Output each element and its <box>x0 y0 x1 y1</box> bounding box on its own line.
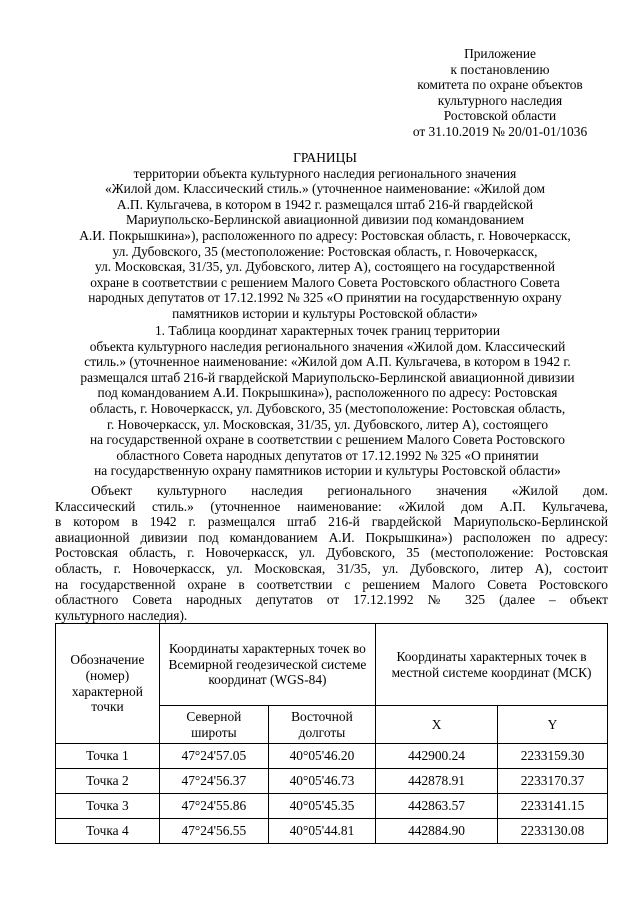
title-line: «Жилой дом. Классический стиль.» (уточненное наименование: «Жилой дом <box>104 181 546 197</box>
cell-north: 47°24'56.37 <box>159 769 268 794</box>
table-caption <box>55 323 600 479</box>
header-north: Северной широты <box>159 706 268 744</box>
cell-east: 40°05'44.81 <box>268 819 375 844</box>
cell-east: 40°05'46.20 <box>268 744 375 769</box>
appendix-block <box>380 46 620 140</box>
header-y: Y <box>498 706 608 744</box>
appendix-line: от 31.10.2019 № 20/01-01/1036 <box>412 123 588 139</box>
title-line: территории объекта культурного наследия регионального значения <box>133 165 517 181</box>
paragraph-line: областного Совета народных депутатов от 17.12.1992 № 325 (далее – объект <box>55 592 608 608</box>
title-line: народных депутатов от 17.12.1992 № 325 «О принятии на государственную охрану <box>88 290 562 306</box>
title-heading: ГРАНИЦЫ <box>293 150 357 165</box>
body-paragraph <box>55 483 608 623</box>
appendix-line: к постановлению <box>450 61 550 77</box>
cell-x: 442900.24 <box>376 744 498 769</box>
document-title <box>60 150 590 322</box>
title-line: А.И. Покрышкина»), расположенного по адресу: Ростовская область, г. Новочеркасск, <box>79 227 571 243</box>
header-msk: Координаты характерных точек в местной системе координат (МСК) <box>376 624 608 706</box>
cell-x: 442863.57 <box>376 794 498 819</box>
caption-line: область, г. Новочеркасск, ул. Дубовского, 35 (местоположение: Ростовская область, <box>89 400 566 416</box>
cell-x: 442884.90 <box>376 819 498 844</box>
cell-north: 47°24'56.55 <box>159 819 268 844</box>
caption-line: на государственную охрану памятников истории и культуры Ростовской области» <box>94 463 561 479</box>
caption-line: объекта культурного наследия регионального значения «Жилой дом. Классический <box>89 338 566 354</box>
header-east: Восточной долготы <box>268 706 375 744</box>
paragraph-line: область, г. Новочеркасск, ул. Московская, 31/35, ул. Дубовского, литер А), состоит <box>55 560 608 576</box>
title-line: Мариупольско-Берлинской авиационной дивизии под командованием <box>125 212 525 228</box>
cell-point: Точка 3 <box>56 794 160 819</box>
appendix-line: комитета по охране объектов <box>417 77 583 93</box>
cell-north: 47°24'55.86 <box>159 794 268 819</box>
header-point: Обозначение (номер) характерной точки <box>56 624 160 744</box>
table-row <box>56 769 608 794</box>
paragraph-line: Классический стиль.» (уточненное наименование: «Жилой дом А.П. Кульгачева, <box>55 498 608 514</box>
title-line: памятников истории и культуры Ростовской области» <box>172 305 478 321</box>
cell-y: 2233141.15 <box>498 794 608 819</box>
appendix-line: Ростовской области <box>443 108 557 124</box>
cell-x: 442878.91 <box>376 769 498 794</box>
paragraph-line: на государственной охране в соответствии с решением Малого Совета Ростовского <box>55 576 608 592</box>
cell-point: Точка 2 <box>56 769 160 794</box>
paragraph-line: Ростовская область, г. Новочеркасск, ул. Дубовского, 35 (местоположение: Ростовская <box>55 545 608 561</box>
title-line: А.П. Кульгачева, в котором в 1942 г. размещался штаб 216-й гвардейской <box>116 196 534 212</box>
paragraph-line: Объект культурного наследия регионального значения «Жилой дом. <box>91 483 608 498</box>
coordinates-table <box>55 623 608 844</box>
table-row <box>56 819 608 844</box>
title-line: ул. Московская, 31/35, ул. Дубовского, литер А), состоящего на государственной <box>95 259 555 275</box>
header-wgs: Координаты характерных точек во Всемирной геодезической системе координат (WGS-84) <box>159 624 375 706</box>
caption-line: стиль.» (уточненное наименование: «Жилой дом А.П. Кульгачева, в котором в 1942 г. <box>84 354 571 370</box>
table-row <box>56 794 608 819</box>
caption-line: на государственной охране в соответствии с решением Малого Совета Ростовского <box>89 432 566 448</box>
title-line: охране в соответствии с решением Малого Совета Ростовского областного Совета <box>90 274 560 290</box>
table-header-row <box>56 624 608 706</box>
cell-point: Точка 4 <box>56 819 160 844</box>
cell-y: 2233159.30 <box>498 744 608 769</box>
caption-line: г. Новочеркасск, ул. Московская, 31/35, ул. Дубовского, литер А), состоящего <box>106 416 549 432</box>
caption-line: 1. Таблица координат характерных точек границ территории <box>154 323 501 338</box>
paragraph-line: в котором в 1942 г. размещался штаб 216-й гвардейской Мариупольско-Берлинской <box>55 514 608 530</box>
cell-east: 40°05'46.73 <box>268 769 375 794</box>
appendix-line: Приложение <box>464 46 536 61</box>
paragraph-line: авиационной дивизии под командованием А.И. Покрышкина») расположен по адресу: <box>55 529 608 545</box>
paragraph-line: культурного наследия). <box>55 607 188 623</box>
table-row <box>56 744 608 769</box>
caption-line: под командованием А.И. Покрышкина»), расположенного по адресу: Ростовская <box>97 385 558 401</box>
caption-line: размещался штаб 216-й гвардейской Мариупольско-Берлинской авиационной дивизии <box>80 369 575 385</box>
caption-line: областного Совета народных депутатов от 17.12.1992 № 325 «О принятии <box>116 447 539 463</box>
cell-y: 2233130.08 <box>498 819 608 844</box>
appendix-line: культурного наследия <box>437 92 563 108</box>
cell-y: 2233170.37 <box>498 769 608 794</box>
cell-point: Точка 1 <box>56 744 160 769</box>
header-x: X <box>376 706 498 744</box>
cell-east: 40°05'45.35 <box>268 794 375 819</box>
title-line: ул. Дубовского, 35 (местоположение: Ростовская область, г. Новочеркасск, <box>112 243 538 259</box>
cell-north: 47°24'57.05 <box>159 744 268 769</box>
